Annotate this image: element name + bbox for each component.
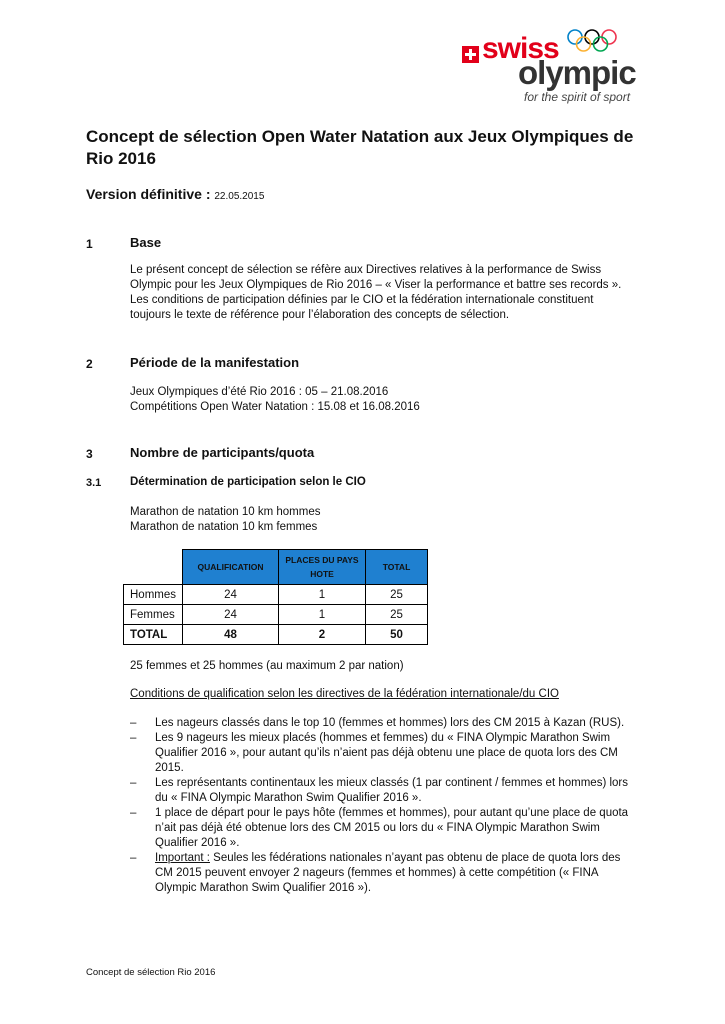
swiss-olympic-logo [462,28,662,110]
cell-total: 25 [366,605,428,625]
cell-qualification: 24 [183,605,279,625]
quota-summary: 25 femmes et 25 hommes (au maximum 2 par nation) [130,660,404,672]
row-label: Femmes [124,605,183,625]
table-corner-cell [124,550,183,585]
row-label: TOTAL [124,625,183,645]
quota-table [123,549,428,645]
row-label: Hommes [124,585,183,605]
conditions-heading: Conditions de qualification selon les directives de la fédération internationale/du CIO [130,688,559,700]
conditions-list [130,716,640,896]
list-item [130,716,640,731]
section-2-number: 2 [86,357,93,371]
dash-bullet: – [130,807,137,819]
list-item-text: Les nageurs classés dans le top 10 (femmes et hommes) lors des CM 2015 à Kazan (RUS). [155,717,625,729]
important-text: Seules les fédérations nationales n’ayant pas obtenu de place de quota lors des CM 2015 peuvent envoyer 2 nageurs (femmes et hommes) à cette compétition (« FINA Olympic Marathon Swim Qualifier 2016 »). [155,852,621,894]
cell-qualification: 48 [183,625,279,645]
logo-text-swiss: swiss [482,32,559,65]
section-1-number: 1 [86,237,93,251]
section-3-title: Nombre de participants/quota [130,445,315,460]
list-item [130,851,640,896]
section-3-number: 3 [86,447,93,461]
document-title: Concept de sélection Open Water Natation aux Jeux Olympiques de Rio 2016 [86,127,634,168]
table-row [124,585,428,605]
header-qualification: QUALIFICATION [183,550,279,585]
event-men: Marathon de natation 10 km hommes [130,506,321,518]
section-2-title: Période de la manifestation [130,355,300,370]
dash-bullet: – [130,852,137,864]
page-footer: Concept de sélection Rio 2016 [86,967,216,978]
list-item [130,731,640,776]
cell-qualification: 24 [183,585,279,605]
version-line [86,186,264,202]
section-2-line-1: Jeux Olympiques d’été Rio 2016 : 05 – 21.08.2016 [130,386,389,398]
table-total-row [124,625,428,645]
dash-bullet: – [130,777,137,789]
logo-text-olympic: olympic [518,54,636,91]
section-3-1-number: 3.1 [86,477,102,489]
swiss-cross-icon [462,46,479,63]
list-item-text: Les 9 nageurs les mieux placés (hommes et femmes) du « FINA Olympic Marathon Swim Qualifier 2016 », pour autant qu’ils n’aient pas déjà obtenu une place de quota lors des CM 2015. [155,732,618,774]
cell-total: 25 [366,585,428,605]
section-3-1-title: Détermination de participation selon le CIO [130,476,366,488]
list-item-text: Les représentants continentaux les mieux classés (1 par continent / femmes et hommes) lors du « FINA Olympic Marathon Swim Qualifier 2016 ». [155,777,628,804]
list-item [130,806,640,851]
dash-bullet: – [130,732,137,744]
cell-host-places: 2 [279,625,366,645]
version-date: 22.05.2015 [214,191,265,202]
header-total: TOTAL [366,550,428,585]
list-item-text: 1 place de départ pour le pays hôte (femmes et hommes), pour autant qu’une place de quota n’ait pas déjà été obtenue lors des CM 2015 ou lors du « FINA Olympic Marathon Swim Qualifier 2016 ». [155,807,629,849]
important-label: Important : [155,852,210,864]
cell-host-places: 1 [279,605,366,625]
event-women: Marathon de natation 10 km femmes [130,521,318,533]
section-2-line-2: Compétitions Open Water Natation : 15.08 et 16.08.2016 [130,401,420,413]
logo-tagline: for the spirit of sport [524,90,631,104]
section-1-text: Le présent concept de sélection se réfère aux Directives relatives à la performance de Swiss Olympic pour les Jeux Olympiques de Rio 2016 – « Viser la performance et battre ses records ». Les conditions de participation définies par le CIO et la fédération internationale constituent toujours le texte de référence pour l’élaboration des concepts de sélection. [130,264,622,321]
cell-host-places: 1 [279,585,366,605]
cell-total: 50 [366,625,428,645]
header-host-places: PLACES DU PAYS HOTE [279,550,366,585]
table-row [124,605,428,625]
section-1-title: Base [130,235,162,250]
olympic-rings-icon [566,28,618,54]
list-item [130,776,640,806]
dash-bullet: – [130,717,137,729]
table-header-row [124,550,428,585]
version-label: Version définitive : [86,186,211,202]
